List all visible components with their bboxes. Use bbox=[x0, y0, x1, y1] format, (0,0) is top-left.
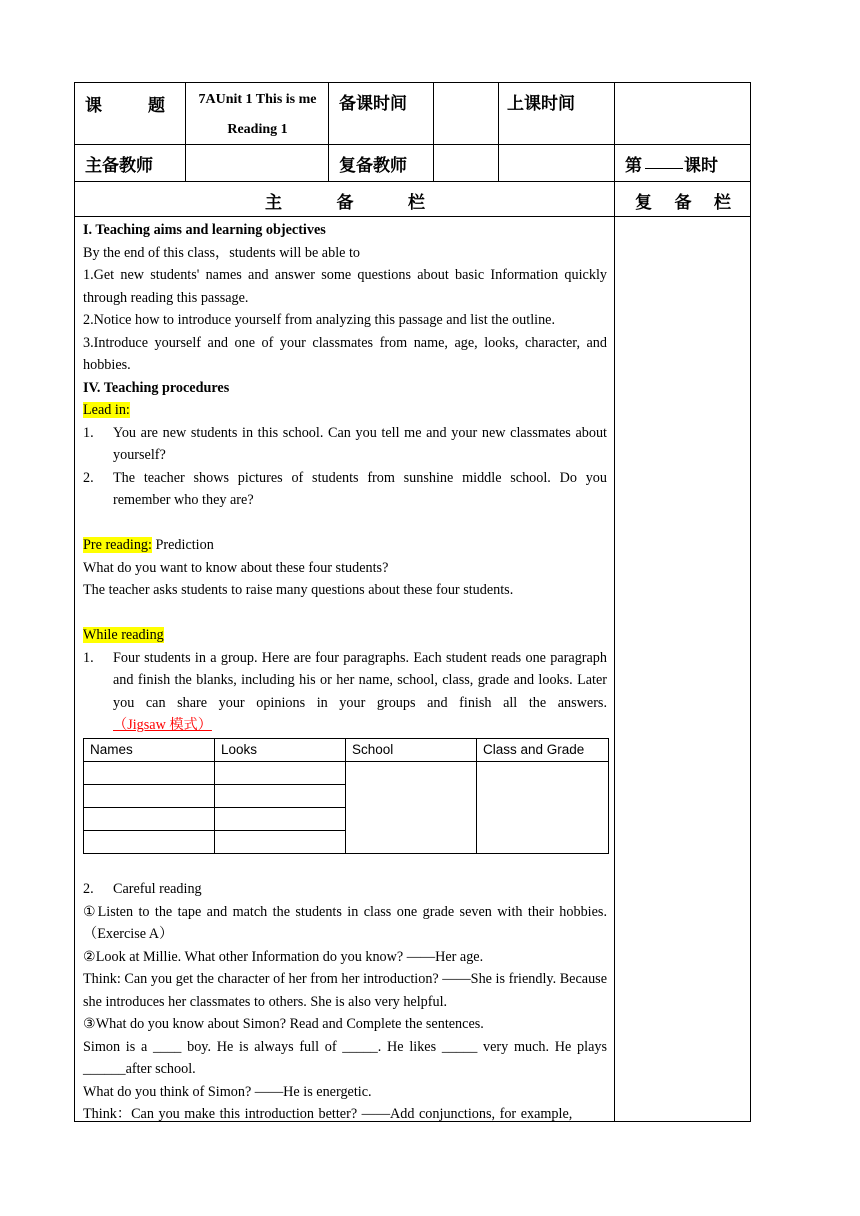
while-item-text: Four students in a group. Here are four paragraphs. Each student reads one paragraph and finish the blanks, including his or her name, school, class, grade and looks. Later you can share your opinions in your groups and finish all the answers. bbox=[113, 649, 607, 711]
prep-time-label-cell bbox=[329, 83, 434, 145]
aim-item: 1.Get new students' names and answer some questions about basic Information quickly through reading this passage. bbox=[83, 267, 607, 306]
list-number: 1. bbox=[83, 424, 94, 441]
careful-line: ①Listen to the tape and match the students in class one grade seven with their hobbies.（Exercise A） bbox=[83, 903, 607, 942]
main-content bbox=[83, 219, 607, 1126]
careful-reading-label: Careful reading bbox=[113, 881, 202, 897]
pre-reading-line: What do you want to know about these four students? bbox=[83, 559, 389, 576]
while-reading-section bbox=[83, 624, 607, 647]
info-table bbox=[83, 738, 609, 855]
spacer bbox=[83, 602, 607, 625]
table-cell[interactable] bbox=[215, 785, 346, 808]
careful-line: Think：Can you make this introduction better? ——Add conjunctions, for example, bbox=[83, 1106, 573, 1122]
lead-in-label: Lead in: bbox=[83, 402, 130, 418]
main-teacher-value-cell bbox=[186, 145, 329, 182]
aims-heading: I. Teaching aims and learning objectives bbox=[83, 222, 326, 238]
review-teacher-value-cell-2 bbox=[499, 145, 615, 182]
table-cell[interactable] bbox=[84, 831, 215, 854]
table-cell[interactable] bbox=[215, 808, 346, 831]
lesson-number-cell bbox=[615, 145, 751, 182]
table-cell[interactable] bbox=[215, 762, 346, 785]
while-reading-label: While reading bbox=[83, 627, 164, 643]
class-time-label-cell bbox=[499, 83, 615, 145]
list-item bbox=[83, 467, 607, 512]
list-item bbox=[83, 422, 607, 467]
main-teacher-label-cell bbox=[75, 145, 186, 182]
topic-label-cell bbox=[75, 83, 186, 145]
aims-intro: By the end of this class，students will be able to bbox=[83, 244, 361, 261]
list-number: 2. bbox=[83, 469, 94, 486]
careful-line: Simon is a ____ boy. He is always full of _____. He likes _____ very much. He plays ______after school. bbox=[83, 1038, 607, 1077]
review-column-divider bbox=[614, 217, 615, 1122]
lesson-number-blank bbox=[645, 168, 683, 169]
aim-item: 2.Notice how to introduce yourself from analyzing this passage and list the outline. bbox=[83, 312, 556, 328]
careful-line: What do you think of Simon? ——He is energetic. bbox=[83, 1083, 372, 1100]
prep-time-label: 备课时间 bbox=[339, 94, 407, 114]
table-header-cell: Class and Grade bbox=[477, 738, 609, 762]
topic-value-cell bbox=[186, 83, 329, 145]
table-cell-school[interactable] bbox=[346, 762, 477, 854]
spacer bbox=[83, 512, 607, 535]
aim-item: 3.Introduce yourself and one of your classmates from name, age, looks, character, and hobbies. bbox=[83, 334, 607, 373]
table-header-cell: School bbox=[346, 738, 477, 762]
spacer bbox=[83, 854, 607, 878]
lesson-number-suffix: 课时 bbox=[684, 156, 718, 176]
lesson-plan-table bbox=[74, 82, 751, 1122]
lead-in-section bbox=[83, 399, 607, 422]
class-time-label: 上课时间 bbox=[507, 94, 575, 114]
topic-label: 课 题 bbox=[85, 96, 165, 116]
main-column-label: 主 备 栏 bbox=[265, 193, 425, 213]
prep-time-value-cell bbox=[434, 83, 499, 145]
review-column-header-cell bbox=[615, 182, 751, 217]
table-header-row bbox=[84, 738, 609, 762]
review-teacher-value-cell bbox=[434, 145, 499, 182]
table-cell[interactable] bbox=[84, 808, 215, 831]
careful-line: ③What do you know about Simon? Read and Complete the sentences. bbox=[83, 1016, 484, 1032]
class-time-value-cell bbox=[615, 83, 751, 145]
table-cell-class-grade[interactable] bbox=[477, 762, 609, 854]
review-teacher-label-cell bbox=[329, 145, 434, 182]
table-header-cell: Names bbox=[84, 738, 215, 762]
table-header-cell: Looks bbox=[215, 738, 346, 762]
jigsaw-note: （Jigsaw 模式） bbox=[113, 717, 212, 733]
topic-value-line2: Reading 1 bbox=[227, 122, 288, 137]
review-column-label: 复 备 栏 bbox=[635, 193, 731, 213]
main-column-header-cell bbox=[75, 182, 615, 217]
pre-reading-label: Pre reading: bbox=[83, 537, 152, 553]
list-number: 2. bbox=[83, 881, 94, 897]
table-cell[interactable] bbox=[84, 785, 215, 808]
list-text: You are new students in this school. Can you tell me and your new classmates about yourself? bbox=[113, 424, 607, 463]
review-teacher-label: 复备教师 bbox=[339, 156, 407, 176]
table-cell[interactable] bbox=[84, 762, 215, 785]
lesson-number-prefix: 第 bbox=[625, 156, 642, 176]
pre-reading-line: The teacher asks students to raise many questions about these four students. bbox=[83, 582, 514, 598]
list-text: The teacher shows pictures of students from sunshine middle school. Do you remember who they are? bbox=[113, 469, 607, 508]
pre-reading-title: Prediction bbox=[151, 537, 214, 553]
careful-line: Think: Can you get the character of her from her introduction? ——She is friendly. Because she introduces her classmates to others. She is also very helpful. bbox=[83, 971, 607, 1010]
table-cell[interactable] bbox=[215, 831, 346, 854]
list-item bbox=[83, 878, 607, 901]
topic-value-line1: 7AUnit 1 This is me bbox=[198, 92, 317, 107]
main-teacher-label: 主备教师 bbox=[85, 156, 153, 176]
careful-line: ②Look at Millie. What other Information do you know? ——Her age. bbox=[83, 948, 484, 965]
list-number: 1. bbox=[83, 649, 94, 666]
procedures-heading: IV. Teaching procedures bbox=[83, 379, 230, 396]
list-item bbox=[83, 647, 607, 737]
list-text bbox=[113, 647, 607, 737]
table-row bbox=[84, 762, 609, 785]
pre-reading-section bbox=[83, 534, 607, 557]
